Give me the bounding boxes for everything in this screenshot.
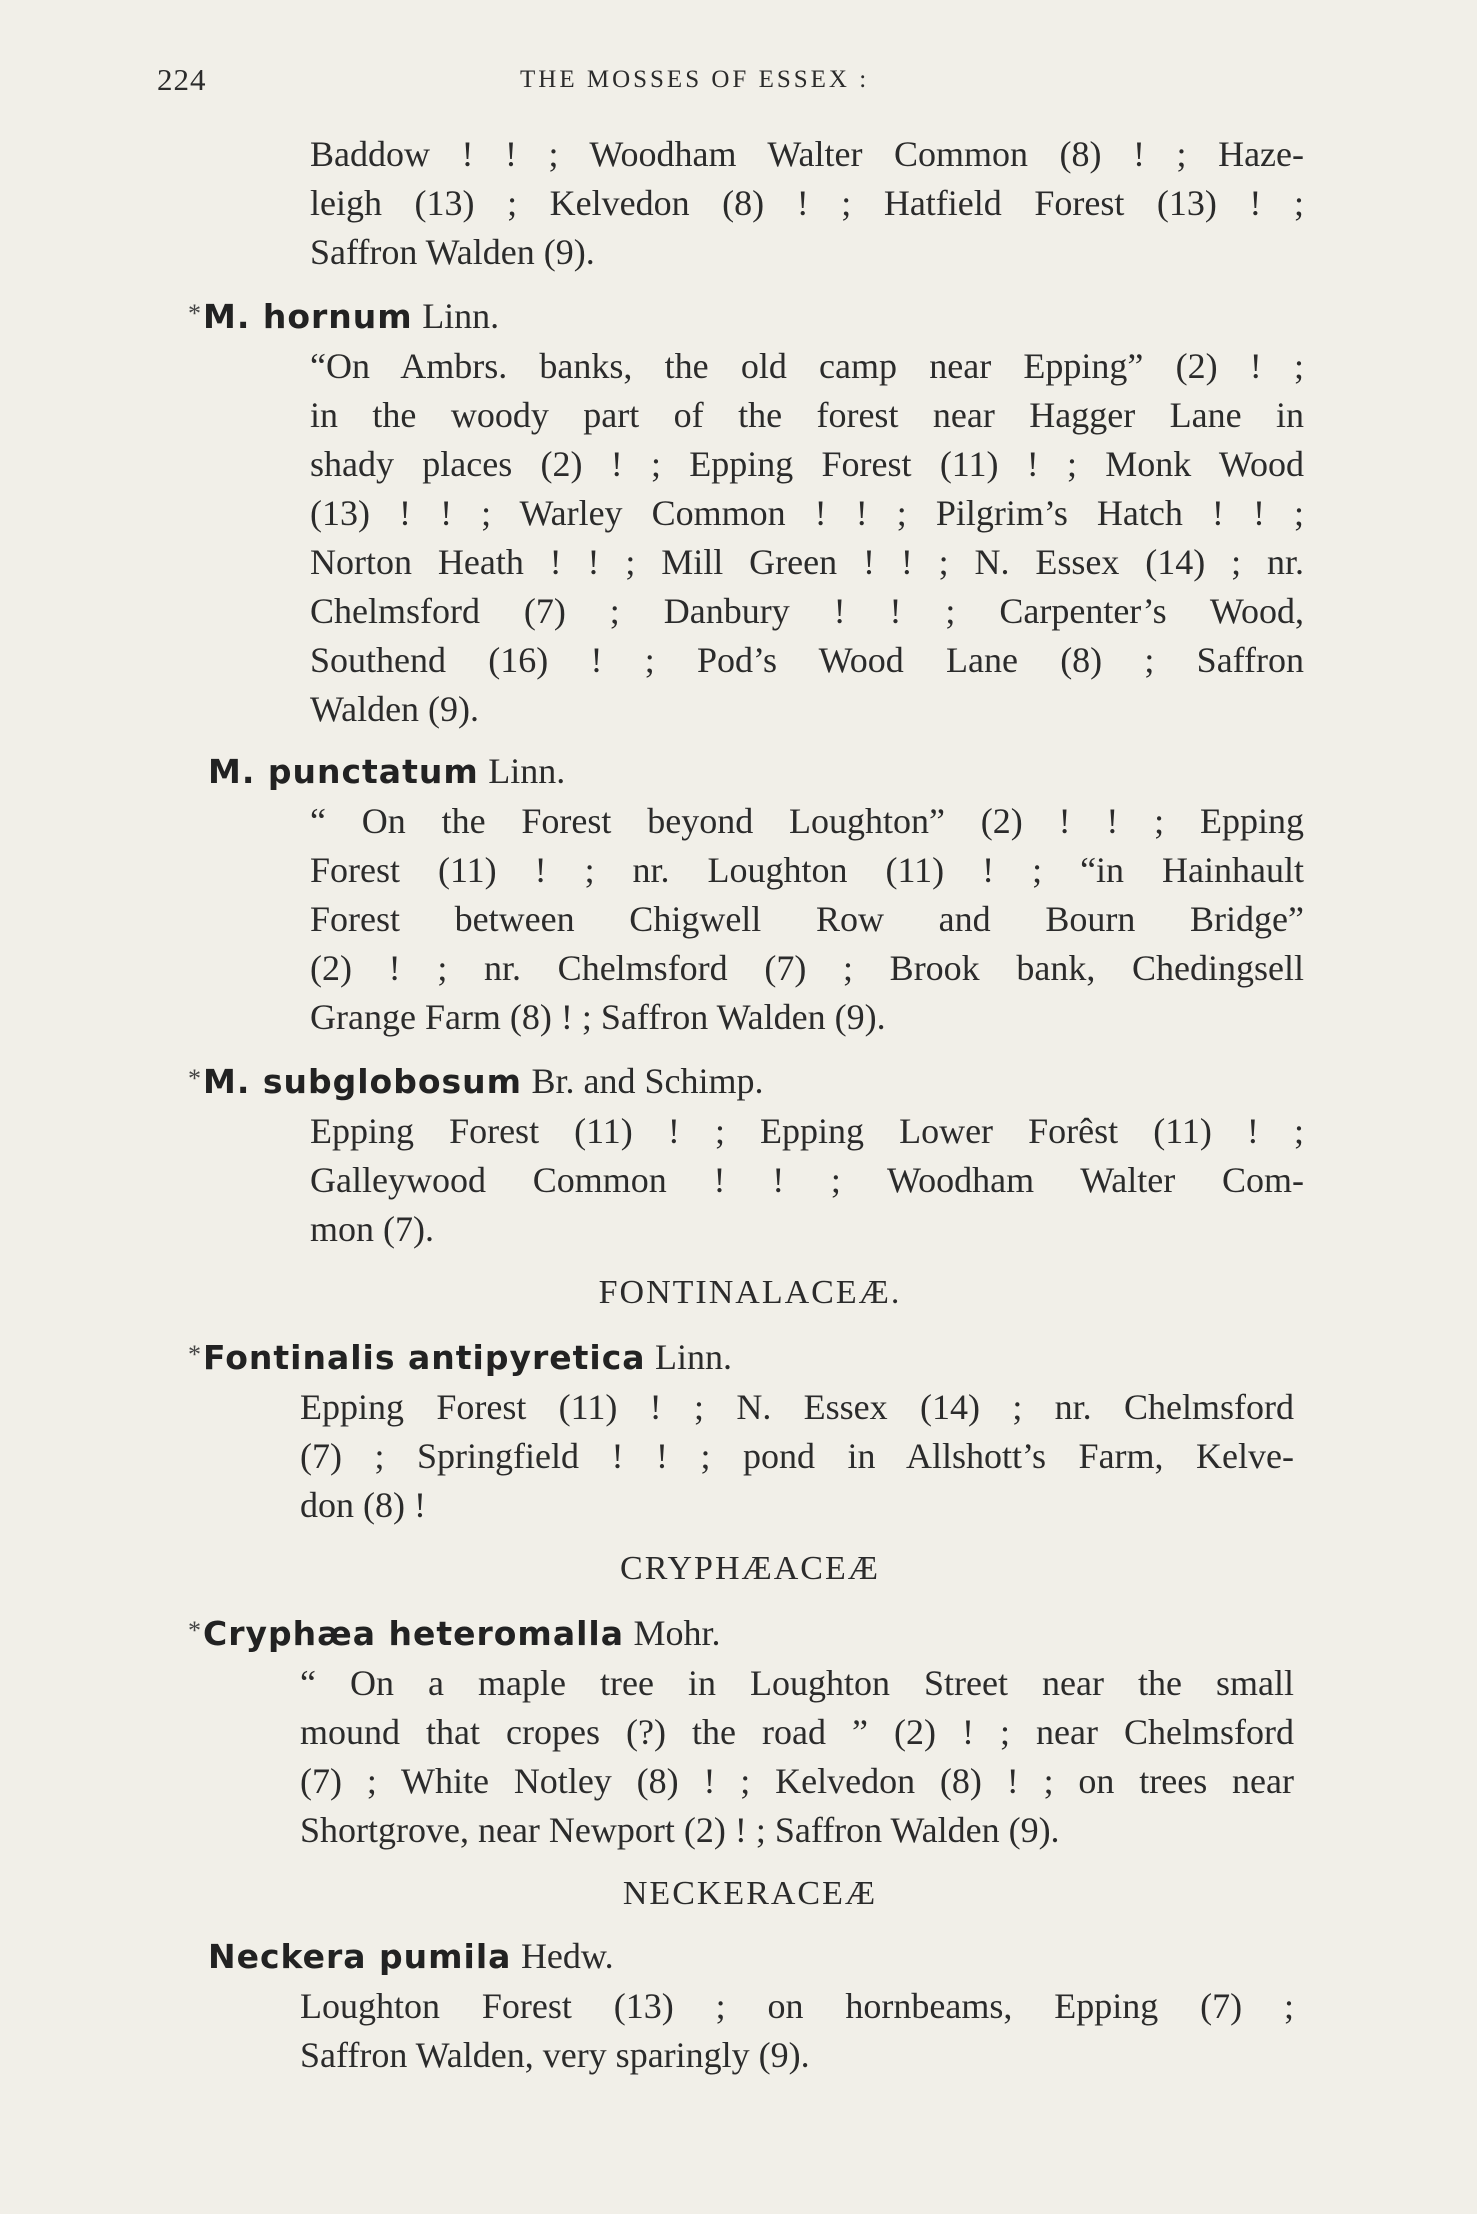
species-heading (188, 289, 1477, 342)
species-authority: Br. and Schimp. (531, 1061, 764, 1101)
asterisk-mark: * (188, 1340, 201, 1369)
text-line: Forest between Chigwell Row and Bourn Bridge” (310, 899, 1304, 939)
text-line: Chelmsford (7) ; Danbury ! ! ; Carpenter’s Wood, (310, 591, 1304, 631)
text-line: shady places (2) ! ; Epping Forest (11) ! ; Monk Wood (310, 444, 1304, 484)
text-line: in the woody part of the forest near Hagger Lane in (310, 395, 1304, 435)
text-line: “ On the Forest beyond Loughton” (2) ! ! ; Epping (310, 801, 1304, 841)
species-heading (188, 1054, 1477, 1107)
text-line: Grange Farm (8) ! ; Saffron Walden (9). (310, 997, 886, 1037)
text-line: (7) ; Springfield ! ! ; pond in Allshott’s Farm, Kelve- (300, 1436, 1294, 1476)
text-line: “ On a maple tree in Loughton Street near the small (300, 1663, 1294, 1703)
text-line: (2) ! ; nr. Chelmsford (7) ; Brook bank, Chedingsell (310, 948, 1304, 988)
text-line: leigh (13) ; Kelvedon (8) ! ; Hatfield Forest (13) ! ; (310, 183, 1304, 223)
asterisk-mark: * (188, 1064, 201, 1093)
species-entry (0, 1054, 1477, 1254)
text-line: Norton Heath ! ! ; Mill Green ! ! ; N. Essex (14) ; nr. (310, 542, 1304, 582)
asterisk-mark: * (188, 1616, 201, 1645)
species-authority: Linn. (422, 296, 500, 336)
running-title: THE MOSSES OF ESSEX : (520, 66, 870, 93)
text-line: (7) ; White Notley (8) ! ; Kelvedon (8) ! ; on trees near (300, 1761, 1294, 1801)
species-entry (0, 1606, 1477, 1855)
text-line: Epping Forest (11) ! ; N. Essex (14) ; nr. Chelmsford (300, 1387, 1294, 1427)
continued-entry (310, 130, 1304, 277)
text-line: Baddow ! ! ; Woodham Walter Common (8) ! ; Haze- (310, 134, 1304, 174)
text-line: Loughton Forest (13) ; on hornbeams, Epping (7) ; (300, 1986, 1294, 2026)
species-authority: Hedw. (520, 1936, 614, 1976)
text-line: Saffron Walden (9). (310, 232, 595, 272)
family-heading: FONTINALACEÆ. (598, 1274, 902, 1311)
text-line: mon (7). (310, 1209, 434, 1249)
species-localities (300, 1982, 1294, 2080)
species-entry (0, 1931, 1477, 2080)
text-line: Walden (9). (310, 689, 480, 729)
species-localities (310, 1107, 1304, 1254)
species-localities (310, 797, 1304, 1042)
species-authority: Linn. (655, 1337, 733, 1377)
species-authority: Mohr. (633, 1613, 721, 1653)
species-name: Fontinalis antipyretica (203, 1338, 646, 1377)
text-line: Galleywood Common ! ! ; Woodham Walter Com- (310, 1160, 1304, 1200)
species-entry (0, 1330, 1477, 1530)
text-line: mound that cropes (?) the road ” (2) ! ; near Chelmsford (300, 1712, 1294, 1752)
page-number: 224 (157, 62, 207, 97)
species-authority: Linn. (488, 751, 566, 791)
text-line: Forest (11) ! ; nr. Loughton (11) ! ; “in Hainhault (310, 850, 1304, 890)
species-name: M. subglobosum (203, 1062, 523, 1101)
species-name: Neckera pumila (208, 1937, 512, 1976)
text-line: Saffron Walden, very sparingly (9). (300, 2035, 810, 2075)
species-localities (300, 1659, 1294, 1855)
text-line: don (8) ! (300, 1485, 426, 1525)
asterisk-mark: * (188, 299, 201, 328)
text-line: (13) ! ! ; Warley Common ! ! ; Pilgrim’s Hatch ! ! ; (310, 493, 1304, 533)
species-localities (300, 1383, 1294, 1530)
species-localities (310, 342, 1304, 734)
page-body (0, 130, 1477, 2080)
species-name: M. hornum (203, 297, 413, 336)
text-line: “On Ambrs. banks, the old camp near Epping” (2) ! ; (310, 346, 1304, 386)
family-heading: NECKERACEÆ (622, 1875, 878, 1912)
text-line: Southend (16) ! ; Pod’s Wood Lane (8) ; Saffron (310, 640, 1304, 680)
text-line: Shortgrove, near Newport (2) ! ; Saffron Walden (9). (300, 1810, 1060, 1850)
running-head (0, 62, 1477, 106)
species-entry (0, 289, 1477, 734)
species-heading (208, 1931, 1477, 1982)
family-heading: CRYPHÆACEÆ (620, 1550, 880, 1587)
species-heading (208, 746, 1477, 797)
species-name: M. punctatum (208, 752, 479, 791)
species-heading (188, 1330, 1477, 1383)
species-name: Cryphæa heteromalla (203, 1614, 624, 1653)
species-heading (188, 1606, 1477, 1659)
species-entry (0, 746, 1477, 1042)
text-line: Epping Forest (11) ! ; Epping Lower Forêst (11) ! ; (310, 1111, 1304, 1151)
